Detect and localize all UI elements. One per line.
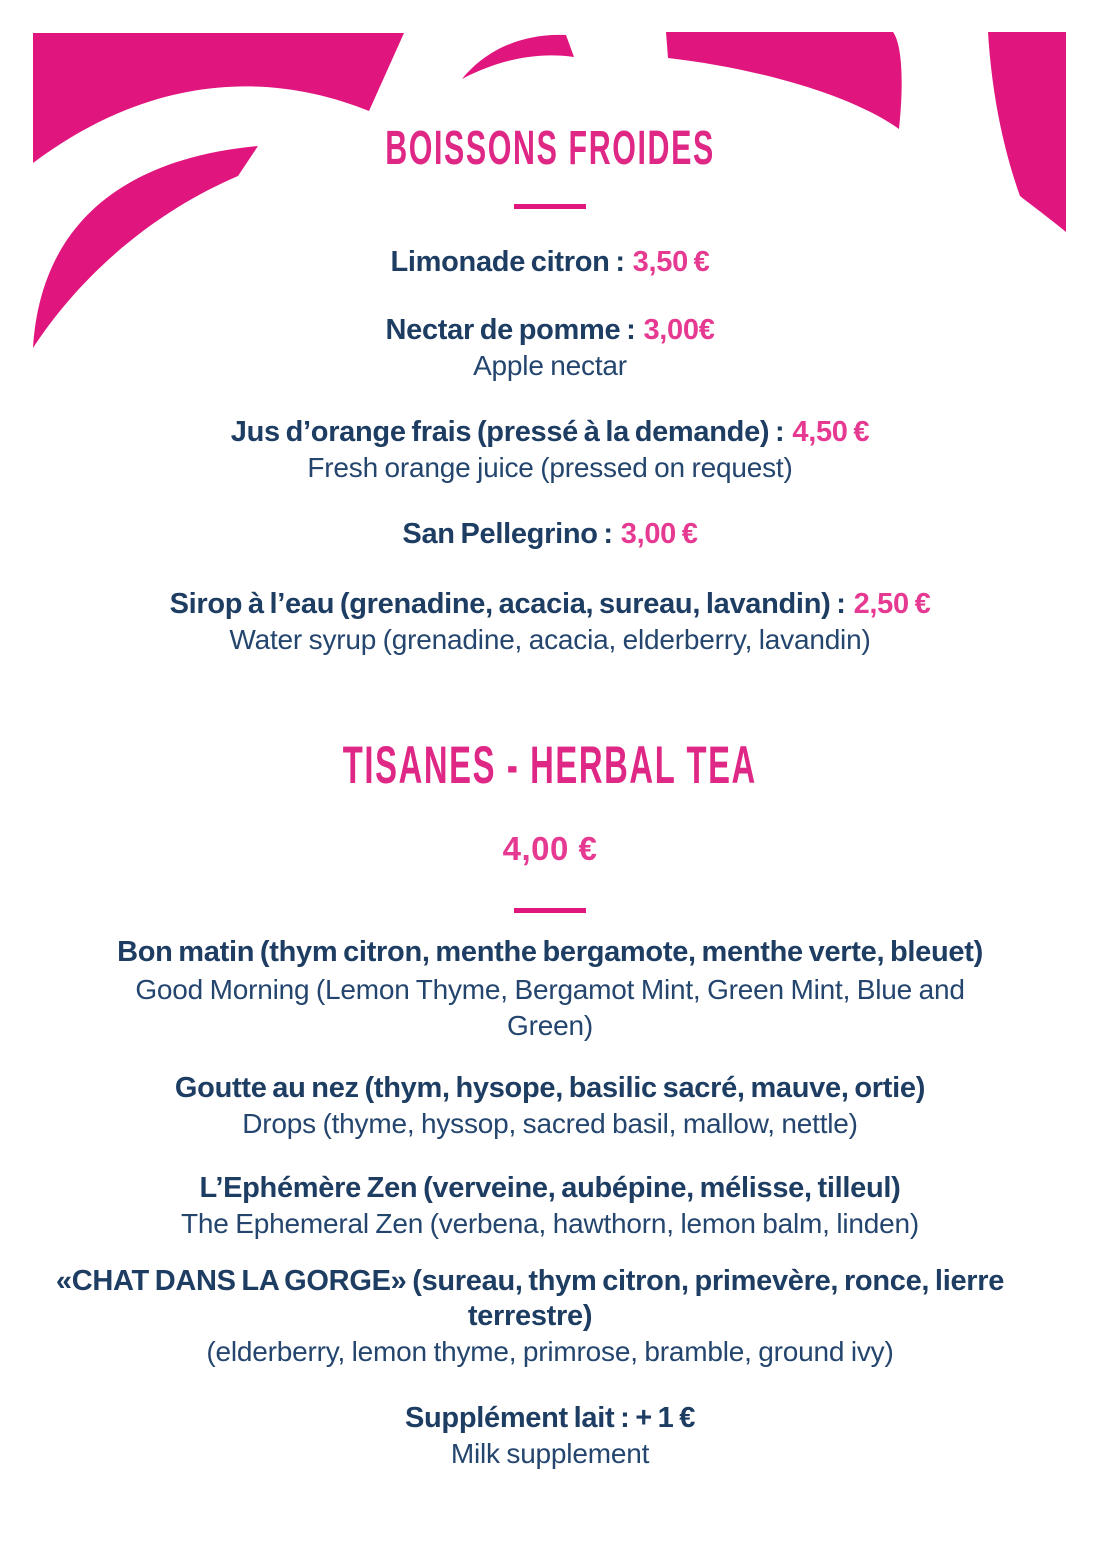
- section-divider: [514, 908, 586, 913]
- tisanes-price: 4,00 €: [502, 830, 598, 867]
- item-subtitle: Apple nectar: [473, 350, 627, 381]
- section-title-text: BOISSONS FROIDES: [385, 121, 715, 176]
- item-subtitle: (elderberry, lemon thyme, primrose, bramble, ground ivy): [206, 1336, 894, 1367]
- item-price: 4,50 €: [792, 416, 870, 448]
- menu-item-limonade: [0, 246, 1100, 279]
- section-title-text: TISANES - HERBAL TEA: [342, 735, 758, 795]
- menu-item-nectar: [0, 314, 1100, 347]
- menu-item-ephemere-zen: L’Ephémère Zen (verveine, aubépine, mélisse, tilleul): [199, 1172, 901, 1204]
- item-name: Sirop à l’eau (grenadine, acacia, sureau, lavandin) :: [169, 588, 846, 620]
- item-price: 2,50 €: [853, 588, 931, 620]
- section-title-tisanes: [0, 735, 1100, 795]
- item-subtitle: Drops (thyme, hyssop, sacred basil, mallow, nettle): [242, 1108, 858, 1139]
- menu-item-san-pellegrino: [0, 518, 1100, 551]
- item-price: 3,00€: [643, 314, 715, 346]
- center-small-wave-shape: [462, 35, 574, 79]
- item-subtitle: Milk supplement: [450, 1438, 650, 1469]
- menu-item-jus-orange: [0, 416, 1100, 449]
- menu-item-supplement-lait: Supplément lait : + 1 €: [404, 1402, 696, 1434]
- item-subtitle: Good Morning (Lemon Thyme, Bergamot Mint, Green Mint, Blue and Green): [135, 974, 965, 1041]
- center-right-wave-shape: [666, 32, 902, 129]
- section-title-boissons-froides: [0, 121, 1100, 176]
- item-price: 3,00 €: [620, 518, 698, 550]
- item-subtitle: The Ephemeral Zen (verbena, hawthorn, lemon balm, linden): [181, 1208, 919, 1239]
- item-name: Jus d’orange frais (pressé à la demande) :: [230, 416, 785, 448]
- item-subtitle: Water syrup (grenadine, acacia, elderberry, lavandin): [229, 624, 871, 655]
- item-price: 3,50 €: [632, 246, 710, 278]
- item-name: Limonade citron :: [390, 246, 625, 278]
- section-divider: [514, 204, 586, 209]
- menu-item-goutte-au-nez: Goutte au nez (thym, hysope, basilic sacré, mauve, ortie): [174, 1072, 926, 1104]
- decorative-header-shapes: [0, 0, 1100, 360]
- item-name: San Pellegrino :: [402, 518, 613, 550]
- menu-item-bon-matin: Bon matin (thym citron, menthe bergamote, menthe verte, bleuet): [117, 936, 983, 968]
- item-subtitle: Fresh orange juice (pressed on request): [307, 452, 793, 483]
- item-name: Nectar de pomme :: [385, 314, 636, 346]
- menu-item-chat-dans-la-gorge: «CHAT DANS LA GORGE» (sureau, thym citron, primevère, ronce, lierre terrestre): [55, 1265, 1005, 1332]
- menu-item-sirop: [0, 588, 1100, 621]
